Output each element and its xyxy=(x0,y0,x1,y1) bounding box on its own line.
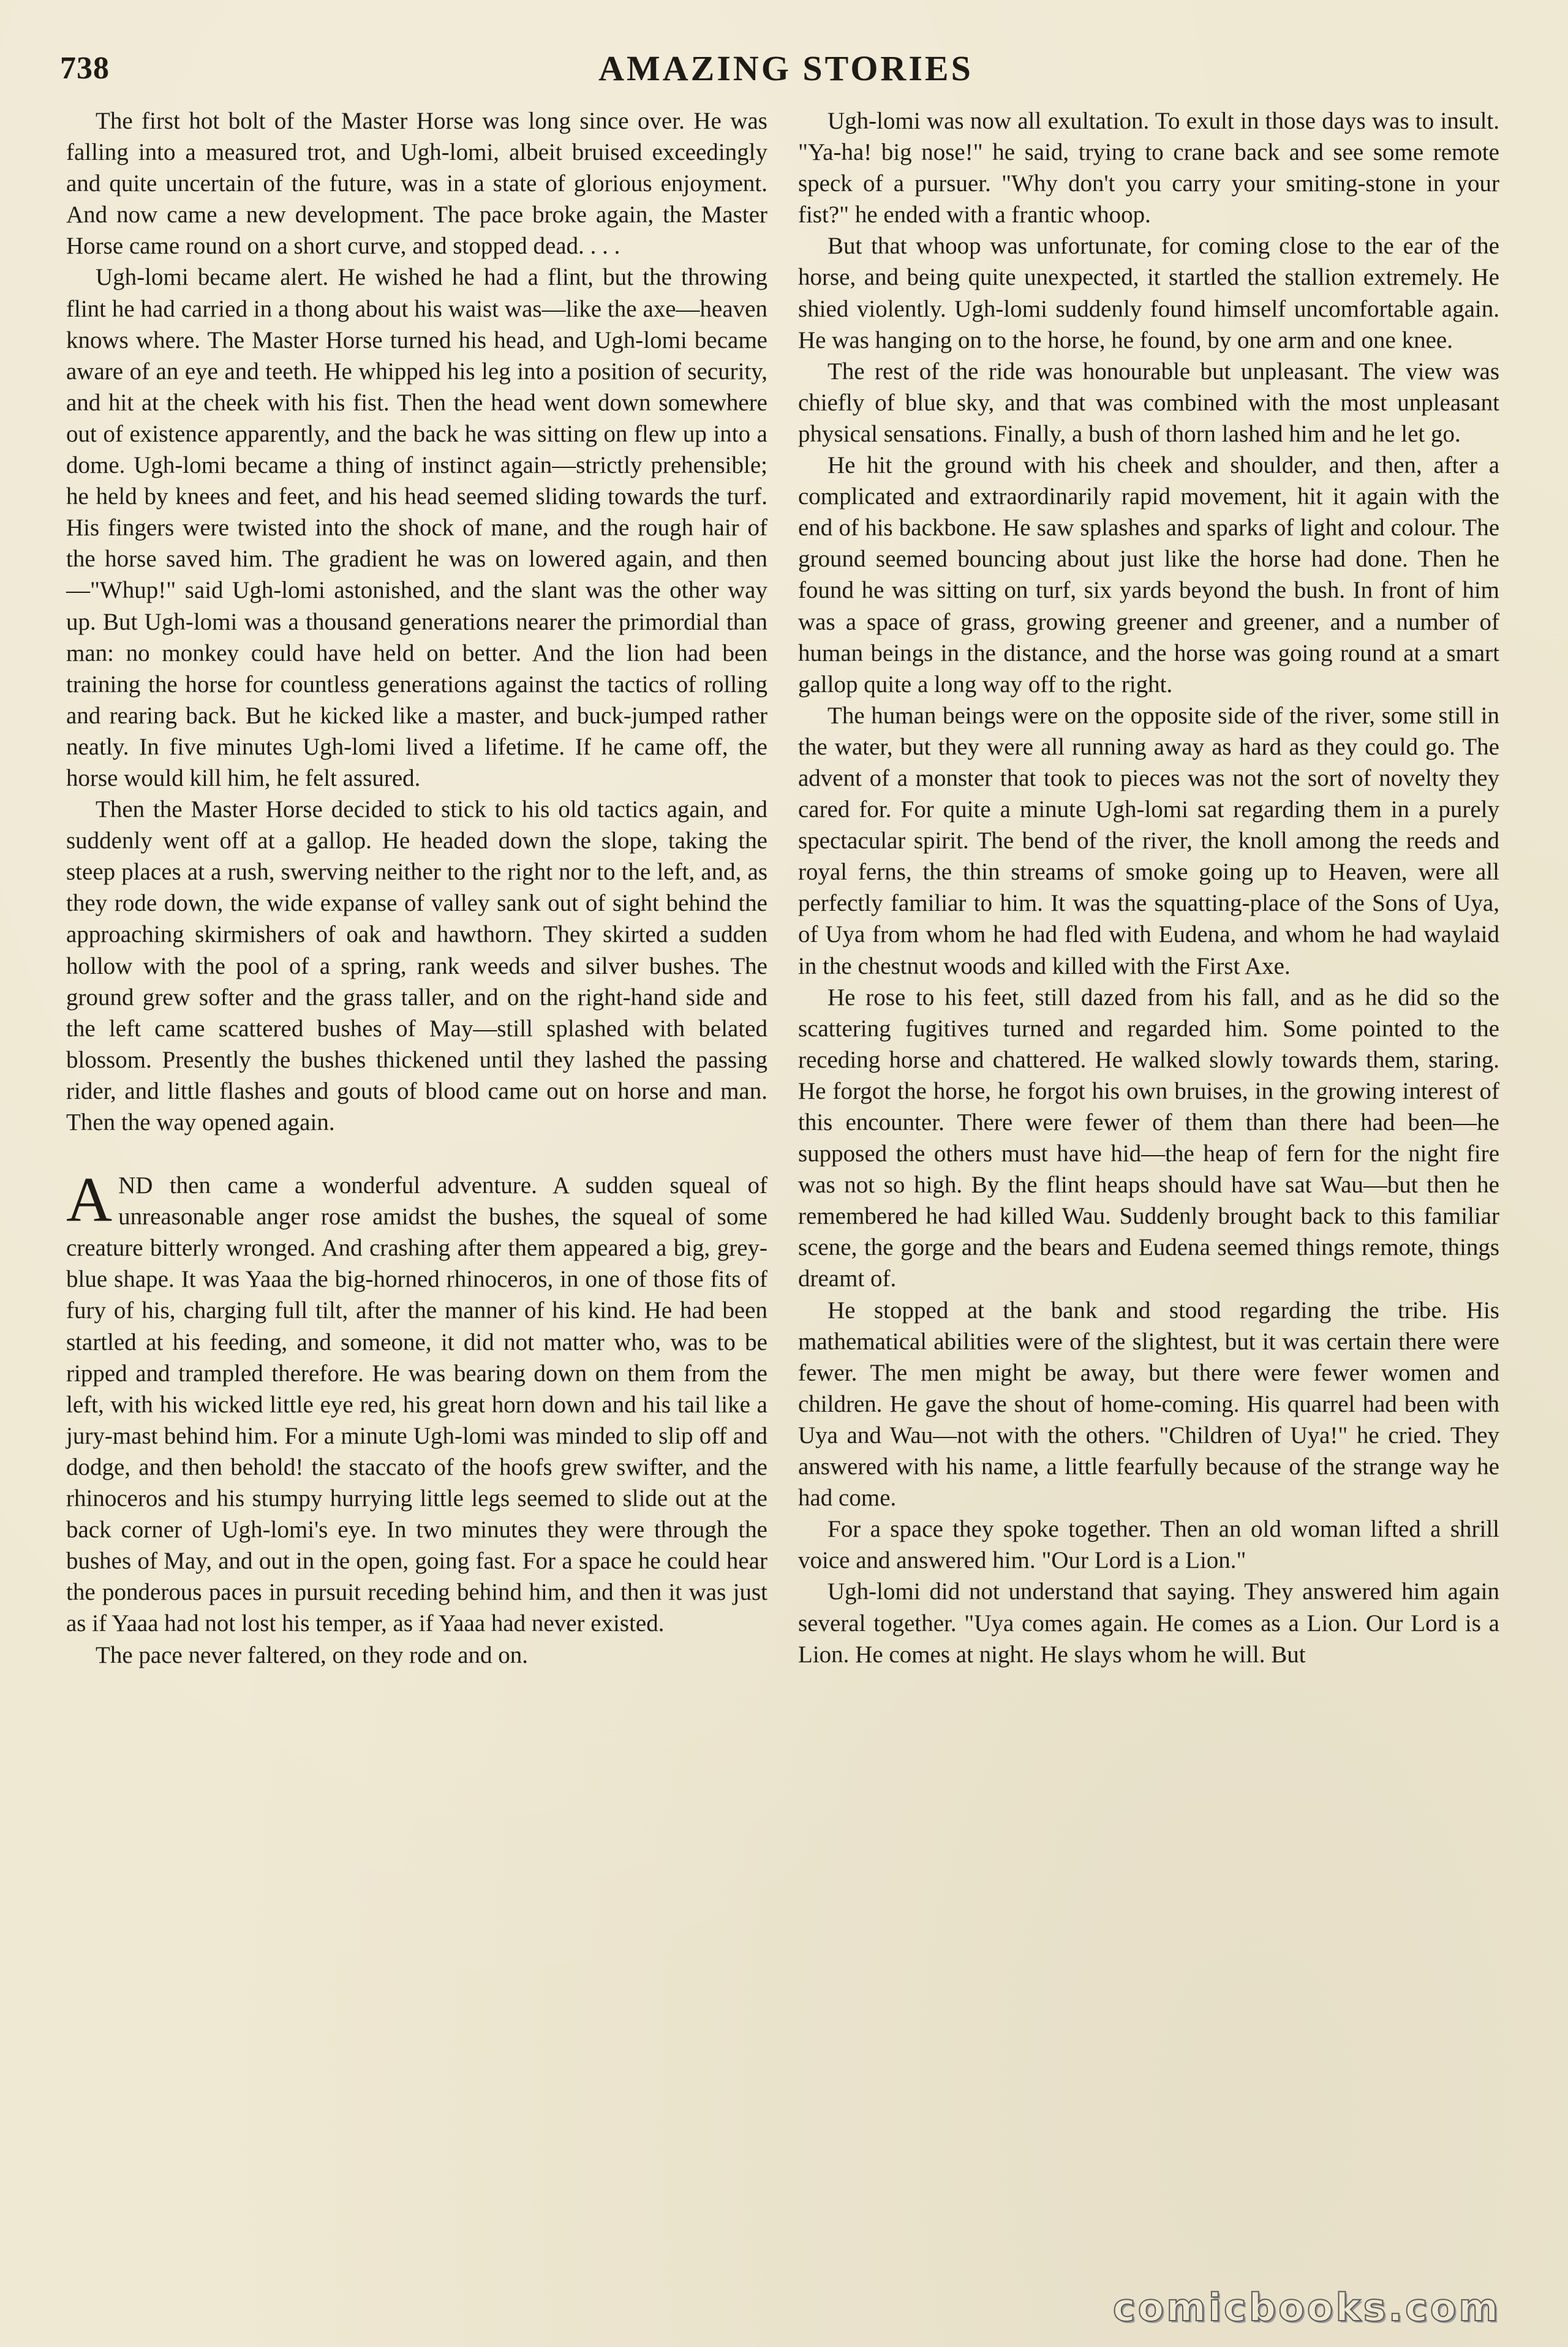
paragraph: The first hot bolt of the Master Horse was long since over. He was falling into a measured trot, and Ugh-lomi, albeit bruised exceedingly and quite uncertain of the future, was in a state of glorious enjoyment. And now came a new development. The pace broke again, the Master Horse came round on a short curve, and stopped dead. . . . xyxy=(66,108,767,260)
paragraph: He rose to his feet, still dazed from his fall, and as he did so the scattering fugitives turned and regarded him. Some pointed to the receding horse and chattered. He walked slowly towards them, staring. He forgot the horse, he forgot his own bruises, in the growing interest of this encounter. There were fewer of them than there had been—he supposed the others must have hid—the heap of fern for the night fire was not so high. By the flint heaps should have sat Wau—but then he remembered he had killed Wau. Suddenly brought back to this familiar scene, the gorge and the bears and Eudena seemed things remote, things dreamt of. xyxy=(798,984,1499,1292)
section-text: ND then came a wonderful adventure. A sudden squeal of unreasonable anger rose amidst the bushes, the squeal of some creature bitterly wronged. And crashing after them appeared a big, grey-blue shape. It was Yaaa the big-horned rhinoceros, in one of those fits of fury of his, charging full tilt, after the manner of his kind. He had been startled at his feeding, and someone, it did not matter who, was to be ripped and trampled therefore. He was bearing down on them from the left, with his wicked little eye red, his great horn down and his tail like a jury-mast behind him. For a minute Ugh-lomi was minded to slip off and dodge, and then behold! the staccato of the hoofs grew swifter, and the rhinoceros and his stumpy hurrying little legs seemed to slide out at the back corner of Ugh-lomi's eye. In two minutes they were through the bushes of May, and out in the open, going fast. For a space he could hear the ponderous paces in pursuit receding behind him, and then it was just as if Yaaa had not lost his temper, as if Yaaa had never existed. xyxy=(66,1172,767,1637)
paragraph: Ugh-lomi was now all exultation. To exult in those days was to insult. "Ya-ha! big nose!" he said, trying to crane back and see some remote speck of a pursuer. "Why don't you carry your smiting-stone in your fist?" he ended with a frantic whoop. xyxy=(798,108,1499,228)
paragraph: He hit the ground with his cheek and shoulder, and then, after a complicated and extraordinarily rapid movement, hit it again with the end of his backbone. He saw splashes and sparks of light and colour. The ground seemed bouncing about just like the horse had done. Then he found he was sitting on turf, six yards beyond the bush. In front of him was a space of grass, growing greener and greener, and a number of human beings in the distance, and the horse was going round at a smart gallop quite a long way off to the right. xyxy=(798,452,1499,698)
paragraph: The human beings were on the opposite side of the river, some still in the water, but they were all running away as hard as they could go. The advent of a monster that took to pieces was not the sort of novelty they cared for. For quite a minute Ugh-lomi sat regarding them in a purely spectacular spirit. The bend of the river, the knoll among the reeds and royal ferns, the thin streams of smoke going up to Heaven, were all perfectly familiar to him. It was the squatting-place of the Sons of Uya, of Uya from whom he had fled with Eudena, and whom he had waylaid in the chestnut woods and killed with the First Axe. xyxy=(798,702,1499,979)
page-number: 738 xyxy=(60,51,110,86)
section-opening-paragraph xyxy=(66,1164,767,1639)
watermark: comicbooks.com xyxy=(1112,2285,1501,2330)
paragraph: Ugh-lomi did not understand that saying. They answered him again several together. "Uya comes again. He comes as a Lion. Our Lord is a Lion. He comes at night. He slays whom he will. But xyxy=(798,1578,1499,1668)
paragraph: Then the Master Horse decided to stick to his old tactics again, and suddenly went off at a gallop. He headed down the slope, taking the steep places at a rush, swerving neither to the right nor to the left, and, as they rode down, the wide expanse of valley sank out of sight behind the approaching skirmishers of oak and hawthorn. They skirted a sudden hollow with the pool of a spring, rank weeds and silver bushes. The ground grew softer and the grass taller, and on the right-hand side and the left came scattered bushes of May—still splashed with belated blossom. Presently the bushes thickened until they lashed the passing rider, and little flashes and gouts of blood came out on horse and man. Then the way opened again. xyxy=(66,796,767,1136)
left-column xyxy=(66,105,767,1671)
page-header xyxy=(60,44,1512,93)
paragraph: Ugh-lomi became alert. He wished he had a flint, but the throwing flint he had carried in a thong about his waist was—like the axe—heaven knows where. The Master Horse turned his head, and Ugh-lomi became aware of an eye and teeth. He whipped his leg into a position of security, and hit at the cheek with his fist. Then the head went down somewhere out of existence apparently, and the back he was sitting on flew up into a dome. Ugh-lomi became a thing of instinct again—strictly prehensible; he held by knees and feet, and his head seemed sliding towards the turf. His fingers were twisted into the shock of mane, and the rough hair of the horse saved him. The gradient he was on lowered again, and then—"Whup!" said Ugh-lomi astonished, and the slant was the other way up. But Ugh-lomi was a thousand generations nearer the primordial than man: no monkey could have held on better. And the lion had been training the horse for countless generations against the tactics of rolling and rearing back. But he kicked like a master, and buck-jumped rather neatly. In five minutes Ugh-lomi lived a lifetime. If he came off, the horse would kill him, he felt assured. xyxy=(66,264,767,791)
paragraph: The rest of the ride was honourable but unpleasant. The view was chiefly of blue sky, and that was combined with the most unpleasant physical sensations. Finally, a bush of thorn lashed him and he let go. xyxy=(798,358,1499,447)
drop-cap: A xyxy=(66,1164,113,1235)
paragraph: The pace never faltered, on they rode and on. xyxy=(96,1641,528,1668)
right-column xyxy=(798,105,1499,1670)
running-title: AMAZING STORIES xyxy=(598,48,973,88)
paragraph: He stopped at the bank and stood regarding the tribe. His mathematical abilities were of the slightest, but it was certain there were fewer. The men might be away, but there were fewer women and children. He gave the shout of home-coming. His quarrel had been with Uya and Wau—not with the others. "Children of Uya!" he cried. They answered with his name, a little fearfully because of the strange way he had come. xyxy=(798,1297,1499,1512)
paragraph: But that whoop was unfortunate, for coming close to the ear of the horse, and being quite unexpected, it startled the stallion extremely. He shied violently. Ugh-lomi suddenly found himself uncomfortable again. He was hanging on to the horse, he found, by one arm and one knee. xyxy=(798,233,1499,353)
paragraph: For a space they spoke together. Then an old woman lifted a shrill voice and answered him. "Our Lord is a Lion." xyxy=(798,1516,1499,1574)
